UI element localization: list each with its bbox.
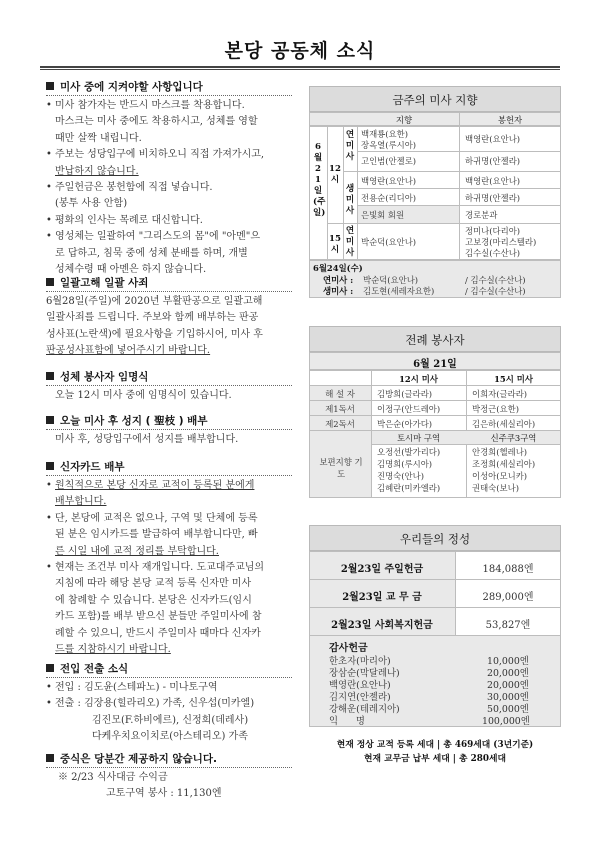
- h12-3: 김혜란(미카엘라): [377, 483, 441, 493]
- h15-0: 안경희(헬레나): [472, 447, 528, 457]
- offering-box: [309, 525, 561, 551]
- title-rule-thin: [40, 69, 560, 70]
- footer-registered: 현재 정상 교적 등록 세대 | 총 469세대 (3년기준): [336, 740, 534, 750]
- confession-heading: 일괄고해 일괄 사죄: [46, 274, 292, 292]
- thanks-name-5: 익 명: [329, 716, 365, 727]
- liturgy-date: 6월 21일: [413, 359, 457, 370]
- wed-saeng-label: 생미사 :: [323, 286, 354, 296]
- offering-amount-0: 184,088엔: [482, 564, 534, 575]
- thanks-amount-0: 10,000엔: [487, 656, 529, 667]
- thanks-name-1: 장삼순(막달레나): [329, 668, 400, 679]
- list-item: • 원칙적으로 본당 신자로 교적이 등록된 분에게 배부합니다.: [46, 478, 292, 511]
- offering-body: [309, 551, 561, 831]
- area15: 신주쿠3구역: [490, 433, 537, 443]
- thanks-amount-4: 50,000엔: [487, 704, 529, 715]
- liturgy-col15: 15시 미사: [494, 374, 533, 384]
- thanks-amount-3: 30,000엔: [487, 692, 529, 703]
- wed-saeng-by: / 김수실(수산나): [465, 286, 526, 296]
- relics-section: 오늘 미사 후 성지 ( 聖枝 ) 배부 미사 후, 성당입구에서 성지를 배부합니다.: [46, 412, 292, 448]
- card-list: [46, 478, 292, 658]
- area12: 토시마 구역: [396, 433, 441, 443]
- square-bullet-icon: [46, 416, 54, 424]
- offering-label-0: 2월23일 주일헌금: [340, 564, 424, 575]
- m15-0: 이희자(글라라): [472, 389, 528, 399]
- relics-heading: 오늘 미사 후 성지 ( 聖枝 ) 배부: [46, 412, 292, 430]
- thanks-name-4: 강해운(테레지아): [329, 704, 400, 715]
- thanks-name-2: 백영란(요안나): [329, 680, 391, 691]
- list-item: • 주일헌금은 봉헌함에 직접 넣습니다. (봉투 사용 안함): [46, 180, 292, 213]
- kind-yeonmi-15-cell: 연미사: [345, 226, 355, 258]
- helper-role: 보편지향 기 도: [319, 457, 363, 479]
- kind-yeonmi-cell: 연미사: [345, 130, 355, 162]
- offerer-15-1: 고보경(마리스텔라): [465, 237, 537, 247]
- h12-2: 진명숙(안나): [377, 471, 424, 481]
- h12-1: 김명희(루시아): [377, 459, 433, 469]
- square-bullet-icon: [46, 278, 54, 286]
- mass-guide-body: [309, 112, 561, 297]
- offering-label-1: 2월23일 교 무 금: [342, 592, 422, 603]
- wed-yeon: 박순덕(요안나): [363, 275, 419, 285]
- transfer-section: 전입 전출 소식 • 전입 : 김도윤(스테파노) - 미나토구역 • 전출 : 김장용(힐라리오) 가족, 신우섭(미카엘) 김진모(F.하비에르), 신정희(데레사) 다케우치요이치로(아스테리오) 가족: [46, 660, 292, 746]
- footer-paying: 현재 교무금 납부 세대 | 총 280세대: [364, 754, 506, 764]
- offering-amount-2: 53,827엔: [485, 620, 531, 631]
- intention-row-4: 전용순(리디아): [361, 193, 417, 203]
- transfer-list: [46, 680, 292, 713]
- list-item: • 미사 참가자는 반드시 마스크를 착용합니다. 마스크는 미사 중에도 착용하시고, 성체를 영할 때만 살짝 내립니다.: [46, 98, 292, 147]
- h15-3: 권태숙(보나): [472, 483, 519, 493]
- square-bullet-icon: [46, 372, 54, 380]
- kind-saengmi-cell: 생미사: [345, 184, 355, 216]
- transfer-heading: 전입 전출 소식: [46, 660, 292, 678]
- liturgy-heading: 전례 봉사자: [309, 326, 561, 352]
- mass-rules-list: [46, 98, 292, 278]
- offerer-row-3: 백영란(요안나): [465, 176, 521, 186]
- card-heading: 신자카드 배부: [46, 458, 292, 476]
- intention-row-1: 장옥열(루시아): [361, 140, 417, 150]
- mass-guide-heading: 금주의 미사 지향: [309, 86, 561, 112]
- square-bullet-icon: [46, 664, 54, 672]
- offering-heading: 우리들의 정성: [309, 525, 561, 551]
- intention-row-5: 은빛회 회원: [361, 210, 405, 220]
- thanks-amount-2: 20,000엔: [487, 680, 529, 691]
- wed-yeon-label: 연미사 :: [323, 275, 354, 285]
- h15-2: 이성아(모니카): [472, 471, 528, 481]
- m15-2: 김은하(세실리아): [472, 419, 536, 429]
- h12-0: 오정선(발가리다): [377, 447, 441, 457]
- time-12-cell: 12시: [329, 164, 341, 185]
- m12-0: 김방희(글라라): [377, 389, 433, 399]
- intention-row-2: 고인범(안젤로): [361, 156, 417, 166]
- thanks-name-3: 김지연(안젤라): [329, 692, 391, 703]
- square-bullet-icon: [46, 82, 54, 90]
- list-item: • 전출 : 김장용(힐라리오) 가족, 신우섭(미카엘): [46, 696, 292, 712]
- thanks-amount-1: 20,000엔: [487, 668, 529, 679]
- list-item: • 주보는 성당입구에 비치하오니 직접 가져가시고, 반납하지 않습니다.: [46, 147, 292, 180]
- title-rule: [40, 66, 560, 68]
- offerer-15-0: 정미나(다리아): [465, 226, 521, 236]
- confession-underlined: 성사표(노란색)에 필요사항을 기입하시어, 미사 후: [46, 328, 263, 340]
- role-0: 해 설 자: [325, 389, 355, 399]
- intention-row-15: 박순덕(요안나): [361, 237, 417, 247]
- wed-label: 6월24일(수): [313, 263, 363, 273]
- offerer-row-4: 하귀명(안젤라): [465, 193, 521, 203]
- offerer-row-5: 경로분과: [465, 210, 498, 220]
- offerer-15-2: 김수실(수산나): [465, 248, 521, 258]
- role-1: 제1독서: [325, 404, 355, 414]
- m12-2: 박은순(아가다): [377, 419, 433, 429]
- mass-guide-box: [309, 86, 561, 112]
- h15-1: 조정희(세실리아): [472, 459, 536, 469]
- confession-section: 일괄고해 일괄 사죄 6월28일(주일)에 2020년 부활판공으로 일괄고해 일괄사죄를 드립니다. 주보와 함께 배부하는 판공 성사표(노란색)에 필요사항을 기입하시어, 미사 후 판공성사표함에 넣어주시기 바랍니다.: [46, 274, 292, 360]
- list-item: • 전입 : 김도윤(스테파노) - 미나토구역: [46, 680, 292, 696]
- eucharist-section: 성체 봉사자 임명식 오늘 12시 미사 중에 임명식이 있습니다.: [46, 368, 292, 404]
- offerer-row-0: 백영란(요안나): [465, 134, 521, 144]
- square-bullet-icon: [46, 754, 54, 762]
- eucharist-heading: 성체 봉사자 임명식: [46, 368, 292, 386]
- liturgy-box: [309, 326, 561, 352]
- thanks-name-0: 한초자(마리아): [329, 656, 391, 667]
- intention-row-3: 백영란(요안나): [361, 176, 417, 186]
- date-cell: 6월21일(주일): [313, 142, 326, 218]
- col-offerer-label: 봉헌자: [497, 115, 523, 125]
- offering-label-2: 2월23일 사회복지헌금: [331, 620, 433, 631]
- offerer-row-2: 하귀명(안젤라): [465, 156, 521, 166]
- list-item: • 영성체는 일괄하여 "그리스도의 몸"에 "아멘"으 로 답하고, 침묵 중에 성체 분배를 하며, 개별 성체수령 때 아멘은 하지 않습니다.: [46, 229, 292, 278]
- intention-row-0: 백재룡(요한): [361, 129, 408, 139]
- m15-1: 박정근(요한): [472, 404, 519, 414]
- meal-section: 중식은 당분간 제공하지 않습니다. ※ 2/23 식사대금 수익금 고토구역 봉사 : 11,130엔: [46, 750, 292, 803]
- liturgy-body: [309, 352, 561, 498]
- col-intention-label: 지향: [395, 115, 413, 125]
- liturgy-col12: 12시 미사: [399, 374, 438, 384]
- thanks-amount-5: 100,000엔: [482, 716, 530, 727]
- mass-rules-heading: 미사 중에 지켜야할 사항입니다: [46, 78, 292, 96]
- list-item: • 현재는 조건부 미사 재개입니다. 도교대주교님의 지침에 따라 해당 본당 교적 등록 신자만 미사 에 참례할 수 있습니다. 본당은 신자카드(임시 카드 포함)를 배부 받으신 분들만 주일미사에 참 례할 수 있으니, 반드시 주일미사 때마다 신자카 드를 지참하시기 바랍니다.: [46, 560, 292, 658]
- m12-1: 이정구(안드레아): [377, 404, 441, 414]
- page-title: 본당 공동체 소식: [224, 40, 376, 62]
- thanks-title: 감사헌금: [329, 643, 368, 654]
- time-15-cell: 15시: [329, 234, 341, 255]
- wed-yeon-by: / 김수실(수산나): [465, 275, 526, 285]
- meal-heading: 중식은 당분간 제공하지 않습니다.: [46, 750, 292, 768]
- list-item: • 단, 본당에 교적은 없으나, 구역 및 단체에 등록 된 분은 임시카드를 발급하여 배부합니다만, 빠 른 시일 내에 교적 정리를 부탁합니다.: [46, 511, 292, 560]
- square-bullet-icon: [46, 462, 54, 470]
- list-item: • 평화의 인사는 목례로 대신합니다.: [46, 213, 292, 229]
- role-2: 제2독서: [325, 419, 355, 429]
- card-section: [46, 458, 292, 658]
- mass-rules-section: [46, 78, 292, 278]
- offering-amount-1: 289,000엔: [482, 592, 534, 603]
- wed-saeng: 김도현(세레자요한): [363, 286, 435, 296]
